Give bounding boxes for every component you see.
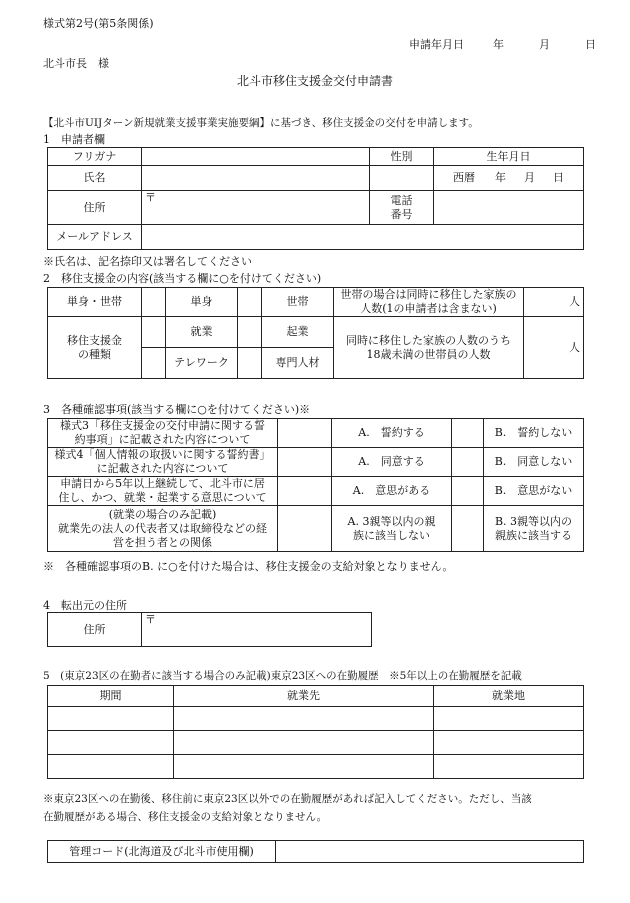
option-a-mark-cell[interactable]	[278, 477, 332, 506]
employer-field[interactable]	[174, 755, 434, 779]
minor-members-question: 同時に移住した家族の人数のうち 18歳未満の世帯員の人数	[334, 317, 524, 379]
option-a-label: A. 同意する	[332, 448, 452, 477]
work-history-note-line1: ※東京23区への在勤後、移住前に東京23区以外での在勤履歴があれば記入してください。ただし、当該	[43, 793, 532, 805]
furigana-field[interactable]	[142, 148, 370, 166]
confirmation-note: ※ 各種確認事項のB. に○を付けた場合は、移住支援金の支給対象となりません。	[43, 560, 454, 573]
option-a-label: A. 意思がある	[332, 477, 452, 506]
period-field[interactable]	[48, 755, 174, 779]
startup-mark-cell[interactable]	[238, 317, 262, 348]
confirmation-row	[48, 477, 584, 506]
option-b-mark-cell[interactable]	[452, 448, 484, 477]
gender-label: 性別	[370, 148, 434, 166]
confirmation-item: (就業の場合のみ記載) 就業先の法人の代表者又は取締役などの経 営を担う者との関係	[48, 506, 278, 552]
telework-mark-cell[interactable]	[142, 348, 166, 379]
birth-year-label: 年	[495, 171, 506, 184]
date-month-label: 月	[539, 38, 550, 51]
option-a-mark-cell[interactable]	[278, 419, 332, 448]
intro-text: 【北斗市UIJターン新規就業支援事業実施要綱】に基づき、移住支援金の交付を申請します。	[43, 117, 479, 129]
previous-address-table	[47, 612, 372, 647]
management-code-table	[47, 840, 584, 863]
household-mark-cell[interactable]	[238, 288, 262, 317]
option-a-mark-cell[interactable]	[278, 448, 332, 477]
date-year-label: 年	[493, 38, 504, 51]
period-field[interactable]	[48, 707, 174, 731]
applicant-table	[47, 147, 584, 250]
employment-mark-cell[interactable]	[142, 317, 166, 348]
support-type-label: 移住支援金 の種類	[48, 317, 142, 379]
household-members-question: 世帯の場合は同時に移住した家族の 人数(1の申請者は含まない)	[334, 288, 524, 317]
support-content-table	[47, 287, 584, 379]
confirmation-row	[48, 448, 584, 477]
application-date-label: 申請年月日	[409, 38, 464, 51]
work-history-table	[47, 685, 584, 779]
option-b-label: B. 意思がない	[484, 477, 584, 506]
table-row	[48, 731, 584, 755]
era-label: 西暦	[453, 171, 475, 184]
specialist-label: 専門人材	[262, 348, 334, 379]
single-mark-cell[interactable]	[142, 288, 166, 317]
phone-field[interactable]	[434, 191, 584, 225]
confirmation-row	[48, 419, 584, 448]
option-b-label: B. 同意しない	[484, 448, 584, 477]
period-header: 期間	[48, 686, 174, 707]
section1-heading: 1 申請者欄	[43, 133, 105, 146]
option-b-label: B. 3親等以内の 親族に該当する	[484, 506, 584, 552]
option-b-mark-cell[interactable]	[452, 419, 484, 448]
option-a-label: A. 3親等以内の親 族に該当しない	[332, 506, 452, 552]
employer-field[interactable]	[174, 731, 434, 755]
email-label: メールアドレス	[48, 225, 142, 250]
option-a-mark-cell[interactable]	[278, 506, 332, 552]
startup-label: 起業	[262, 317, 334, 348]
postal-mark: 〒	[145, 613, 156, 626]
birth-day-label: 日	[553, 171, 564, 184]
birthdate-label: 生年月日	[434, 148, 584, 166]
option-b-mark-cell[interactable]	[452, 506, 484, 552]
name-label: 氏名	[48, 166, 142, 191]
name-field[interactable]	[142, 166, 370, 191]
table-row	[48, 755, 584, 779]
telework-label: テレワーク	[166, 348, 238, 379]
workplace-field[interactable]	[434, 731, 584, 755]
single-household-label: 単身・世帯	[48, 288, 142, 317]
section5-heading: 5 (東京23区の在勤者に該当する場合のみ記載)東京23区への在勤履歴 ※5年以上の在勤履歴を記載	[43, 670, 522, 682]
minor-members-field[interactable]: 人	[524, 317, 584, 379]
confirmation-item: 申請日から5年以上継続して、北斗市に居 住し、かつ、就業・起業する意思について	[48, 477, 278, 506]
name-note: ※氏名は、記名捺印又は署名してください	[43, 255, 252, 268]
workplace-field[interactable]	[434, 707, 584, 731]
employer-header: 就業先	[174, 686, 434, 707]
application-date-line	[409, 36, 596, 52]
postal-mark: 〒	[145, 191, 156, 204]
specialist-mark-cell[interactable]	[238, 348, 262, 379]
employer-field[interactable]	[174, 707, 434, 731]
birth-month-label: 月	[524, 171, 535, 184]
employment-label: 就業	[166, 317, 238, 348]
section3-heading: 3 各種確認事項(該当する欄に○を付けてください)※	[43, 403, 311, 416]
table-row	[48, 707, 584, 731]
section4-heading: 4 転出元の住所	[43, 599, 127, 612]
email-field[interactable]	[142, 225, 584, 250]
birthdate-field[interactable]	[434, 166, 584, 191]
furigana-label: フリガナ	[48, 148, 142, 166]
previous-address-label: 住所	[48, 613, 142, 647]
option-b-label: B. 誓約しない	[484, 419, 584, 448]
gender-field[interactable]	[370, 166, 434, 191]
single-label: 単身	[166, 288, 238, 317]
period-field[interactable]	[48, 731, 174, 755]
confirmation-item: 様式3「移住支援金の交付申請に関する誓 約事項」に記載された内容について	[48, 419, 278, 448]
confirmation-item: 様式4「個人情報の取扱いに関する誓約書」 に記載された内容について	[48, 448, 278, 477]
workplace-field[interactable]	[434, 755, 584, 779]
address-label: 住所	[48, 191, 142, 225]
form-number: 様式第2号(第5条関係)	[43, 17, 154, 30]
workplace-header: 就業地	[434, 686, 584, 707]
household-label: 世帯	[262, 288, 334, 317]
page-title: 北斗市移住支援金交付申請書	[236, 74, 393, 88]
option-a-label: A. 誓約する	[332, 419, 452, 448]
phone-label: 電話 番号	[370, 191, 434, 225]
previous-address-field[interactable]	[142, 613, 372, 647]
confirmation-row	[48, 506, 584, 552]
addressee: 北斗市長 様	[43, 57, 109, 70]
option-b-mark-cell[interactable]	[452, 477, 484, 506]
date-day-label: 日	[585, 38, 596, 51]
work-history-note-line2: 在勤履歴がある場合、移住支援金の支給対象となりません。	[43, 811, 328, 823]
management-code-label: 管理コード(北海道及び北斗市使用欄)	[48, 841, 276, 863]
address-field[interactable]	[142, 191, 370, 225]
household-members-field[interactable]: 人	[524, 288, 584, 317]
section2-heading: 2 移住支援金の内容(該当する欄に○を付けてください)	[43, 272, 322, 285]
management-code-field[interactable]	[276, 841, 584, 863]
confirmation-table	[47, 418, 584, 552]
